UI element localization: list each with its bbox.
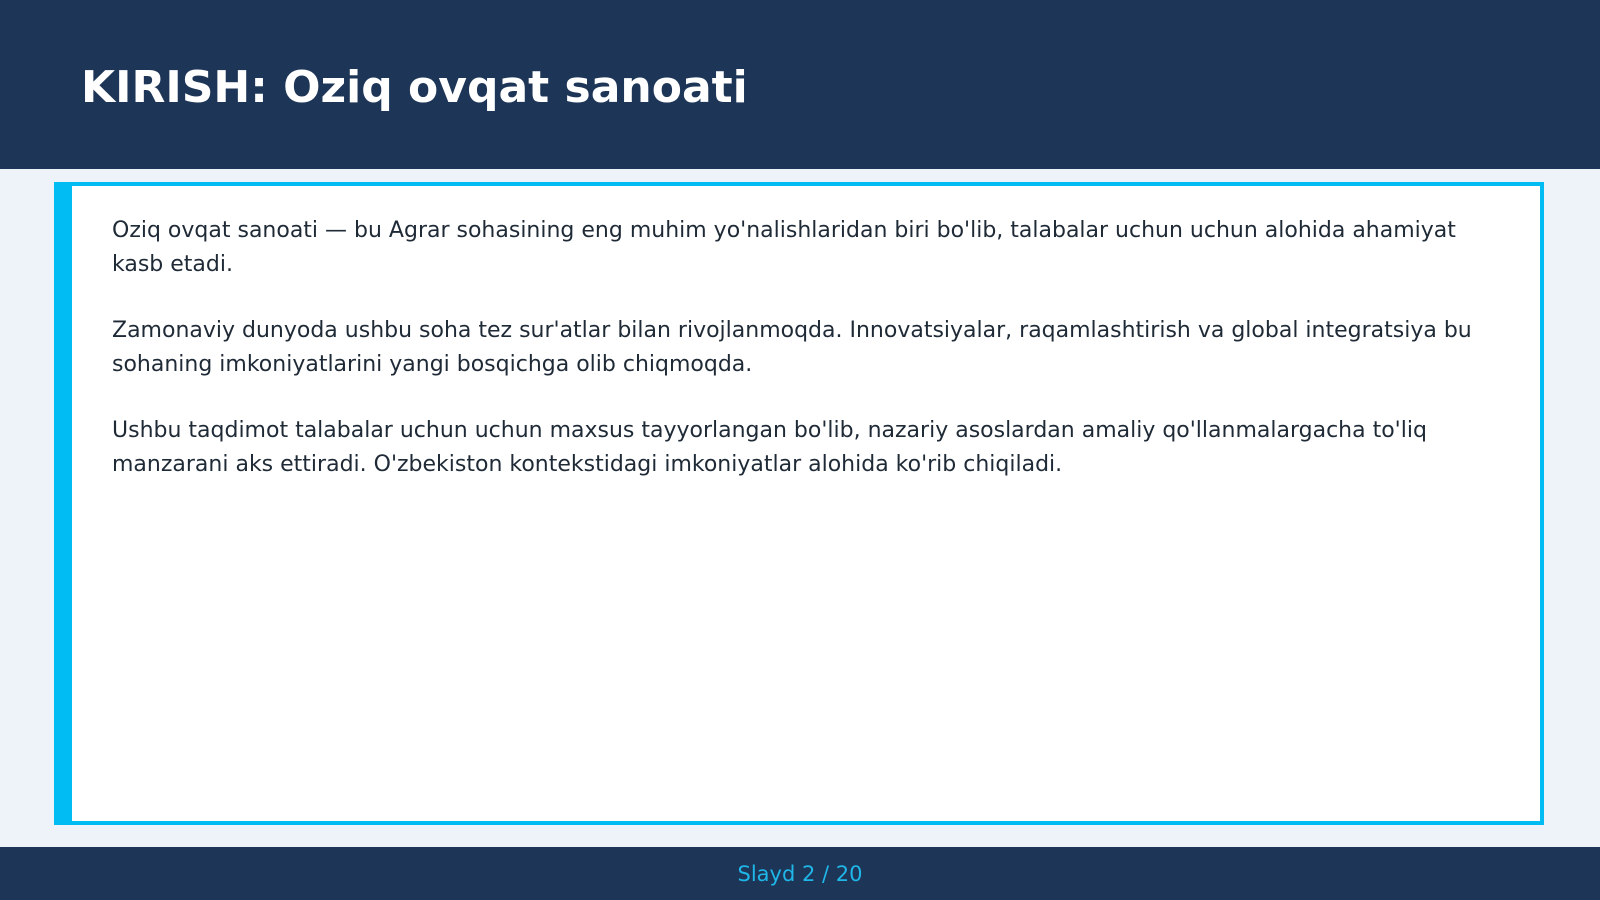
content-paragraph: Oziq ovqat sanoati — bu Agrar sohasining eng muhim yo'nalishlaridan biri bo'lib, talabalar uchun uchun alohida ahamiyat kasb etadi.: [112, 218, 1456, 277]
content-paragraph: Ushbu taqdimot talabalar uchun uchun maxsus tayyorlangan bo'lib, nazariy asoslardan amaliy qo'llanmalargacha to'liq manzarani aks ettiradi. O'zbekiston kontekstidagi imkoniyatlar alohida ko'rib chiqiladi.: [112, 418, 1427, 477]
content-paragraph: Zamonaviy dunyoda ushbu soha tez sur'atlar bilan rivojlanmoqda. Innovatsiyalar, raqamlashtirish va global integratsiya bu sohaning imkoniyatlarini yangi bosqichga olib chiqmoqda.: [112, 318, 1472, 377]
slide-footer: [0, 847, 1600, 900]
slide-title: KIRISH: Oziq ovqat sanoati: [81, 62, 748, 113]
slide-counter: Slayd 2 / 20: [737, 862, 863, 886]
content-panel: [54, 182, 1544, 825]
slide-header: [0, 0, 1600, 169]
